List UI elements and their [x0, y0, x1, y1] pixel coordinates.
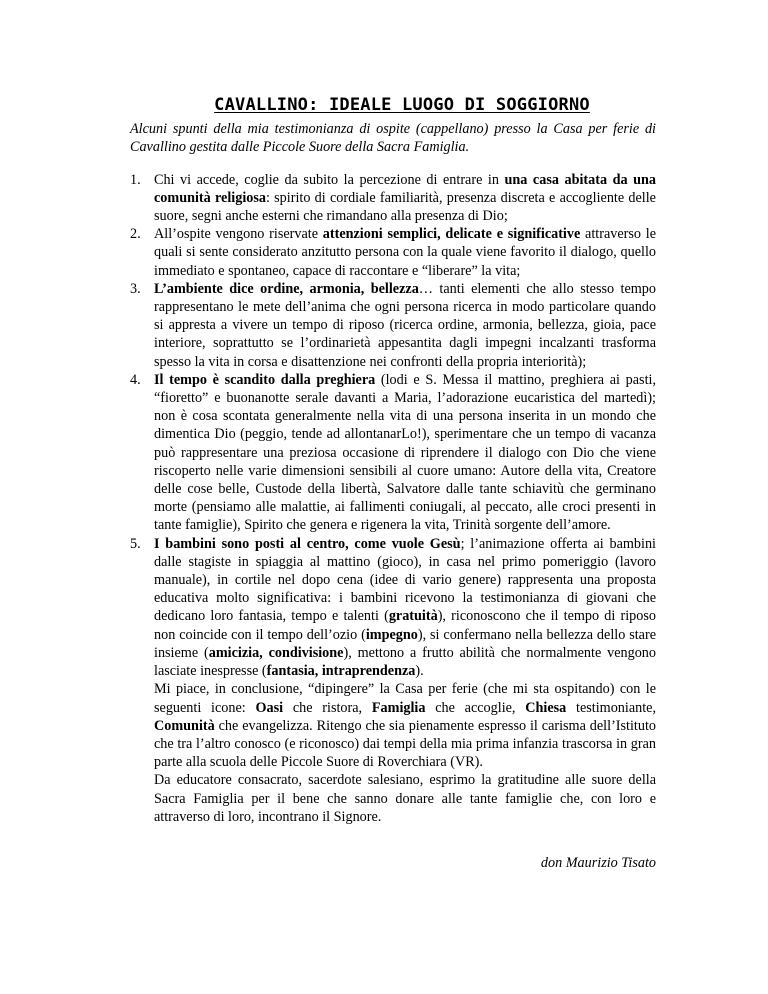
closing-paragraph-2: Da educatore consacrato, sacerdote salesiano, esprimo la gratitudine alle suore della Sacra Famiglia per il bene che sanno donare alle tante famiglie che, con loro e attraverso di loro, incontrano il Signore. [154, 772, 656, 825]
closing-highlight: Oasi [255, 699, 284, 716]
item-highlight: Il tempo è scandito dalla preghiera [154, 371, 376, 388]
list-item-1 [130, 171, 656, 226]
item-text: ; l’animazione offerta ai bambini dalle stagiste in spiaggia al mattino (gioco), in casa nel primo pomeriggio (lavoro manuale), in cortile nel dopo cena (idee di vario genere) rappresenta una proposta educativa molto significativa: i bambini ricevono la testimonianza di giovani che dedicano loro fantasia, tempo e talenti ( [154, 535, 656, 625]
closing-text: che ristora, [283, 699, 372, 716]
item-text: (lodi e S. Messa il mattino, preghiera ai pasti, “fioretto” e buonanotte serale davanti a Maria, l’adorazione eucaristica del martedì); non è cosa scontata generalmente nella vita di una persona inserita in un mondo che dimentica Dio (peggio, tende ad allontanarLo!), sperimentare che un tempo di vacanza può rappresentare una preziosa occasione di riprendere il dialogo con Dio che viene riscoperto nelle varie dimensioni sensibili al cuore umano: Autore della vita, Creatore delle cose belle, Custode della libertà, Salvatore dalle tante schiavitù che germinano morte (pensiamo alle malattie, ai fallimenti coniugali, al peccato, alle croci presenti in tante famiglie), Spirito che genera e rigenera la vita, Trinità sorgente dell’amore. [154, 371, 656, 534]
document-title: CAVALLINO: IDEALE LUOGO DI SOGGIORNO [214, 95, 590, 115]
item-text: : spirito di cordiale familiarità, presenza discreta e accogliente delle suore, segni anche esterni che rimandano alla presenza di Dio; [154, 189, 656, 225]
item-text: All’ospite vengono riservate [154, 226, 323, 243]
item-highlight: impegno [365, 626, 418, 643]
list-item-2 [130, 225, 656, 280]
item-highlight: fantasia, intraprendenza [266, 663, 416, 680]
item-text: ), riconoscono che il tempo di riposo non coincide con il tempo dell’ozio ( [154, 608, 656, 643]
closing-highlight: Chiesa [525, 699, 567, 716]
closing-text: Mi piace, in conclusione, “dipingere” la Casa per ferie (che mi sta ospitando) con le seguenti icone: [154, 681, 656, 716]
item-text: attraverso le quali si sente considerato anzitutto persona con la quale viene favorito il dialogo, quello immediato e spontaneo, capace di raccontare e “liberare” la vita; [154, 226, 657, 279]
intro-paragraph: Alcuni spunti della mia testimonianza di ospite (cappellano) presso la Casa per ferie di Cavallino gestita dalle Piccole Suore della Sacra Famiglia. [130, 121, 656, 156]
testimony-list [130, 171, 656, 681]
document-page [130, 96, 656, 872]
closing-section [154, 680, 656, 826]
list-item-5 [130, 535, 656, 681]
list-number: 2. [130, 226, 141, 243]
item-text: Chi vi accede, coglie da subito la percezione di entrare in [154, 171, 505, 188]
item-text: ). [415, 663, 424, 680]
closing-text: testimoniante, [566, 699, 656, 716]
item-highlight: gratuità [388, 608, 438, 625]
list-number: 1. [130, 171, 141, 188]
item-highlight: I bambini sono posti al centro, come vuole Gesù [154, 535, 461, 552]
item-text: … tanti elementi che allo stesso tempo rappresentano le mete dell’anima che ogni persona ricerca in modo particolare quando si appresta a vivere un tempo di riposo (ricerca ordine, armonia, bellezza, gioia, pace interiore, soprattutto se l’ordinarietà appesantita dagli impegni incalzanti trasforma spesso la vita in corsa e disattenzione nei confronti della propria interiorità); [154, 280, 656, 370]
item-highlight: attenzioni semplici, delicate e significative [322, 226, 581, 243]
signature: don Maurizio Tisato [540, 854, 656, 871]
closing-text: che accoglie, [425, 699, 526, 716]
item-highlight: amicizia, condivisione [208, 644, 344, 661]
list-item-3 [130, 280, 656, 371]
item-highlight: L’ambiente dice ordine, armonia, bellezza [154, 280, 419, 297]
item-text: ), si confermano nella bellezza dello stare insieme ( [154, 626, 656, 661]
list-item-4 [130, 371, 656, 535]
item-highlight: una casa abitata da una comunità religiosa [154, 171, 656, 206]
closing-paragraph-1 [154, 680, 656, 771]
closing-highlight: Comunità [154, 717, 215, 734]
item-text: ), mettono a frutto abilità che normalmente vengono lasciate inespresse ( [154, 644, 656, 680]
list-number: 3. [130, 280, 141, 297]
closing-highlight: Famiglia [371, 699, 426, 716]
closing-text: che evangelizza. Ritengo che sia pienamente espresso il carisma dell’Istituto che tra l’altro conosco (e riconosco) dai tempi della mia prima infanzia trascorsa in gran parte alla scuola delle Piccole Suore di Roverchiara (VR). [154, 717, 656, 771]
list-number: 4. [130, 371, 141, 388]
list-number: 5. [130, 535, 141, 552]
